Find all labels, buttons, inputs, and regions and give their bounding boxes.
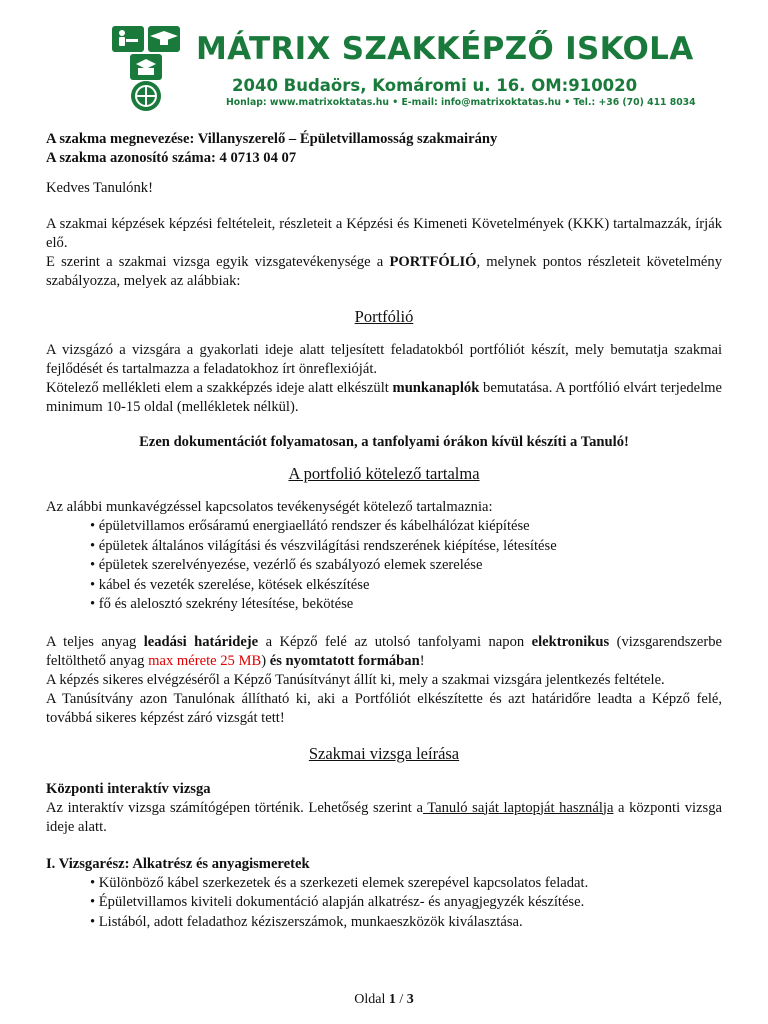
certificate-paragraph: A képzés sikeres elvégzéséről a Képző Tanúsítványt állít ki, mely a szakmai vizsgára jelentkezés feltétele. <box>46 671 665 688</box>
exam-part-1-title: I. Vizsgarész: Alkatrész és anyagismeretek <box>46 855 310 872</box>
portfolio-keyword: PORTFÓLIÓ <box>389 254 477 270</box>
list-item: • Listából, adott feladathoz kéziszerszámok, munkaeszközök kiválasztása. <box>90 913 722 933</box>
central-exam-title: Központi interaktív vizsga <box>46 780 211 797</box>
school-logo-icon <box>108 24 186 112</box>
list-item: • épületvillamos erősáramú energiaellátó rendszer és kábelhálózat kiépítése <box>90 517 722 537</box>
page-current: 1 <box>388 992 396 1007</box>
document-body <box>46 130 722 932</box>
central-exam-paragraph: Az interaktív vizsga számítógépen történik. Lehetőség szerint a Tanuló saját laptopját használja a központi vizsga ideje alatt. <box>46 799 723 835</box>
page-total: 3 <box>406 992 414 1007</box>
school-contact: Honlap: www.matrixoktatas.hu • E-mail: info@matrixoktatas.hu • Tel.: +36 (70) 411 8034 <box>226 97 696 108</box>
page-footer <box>0 990 768 1009</box>
max-size-note: max mérete 25 MB <box>148 652 262 669</box>
laptop-note: Tanuló saját laptopját használja <box>422 799 614 816</box>
portfolio-intro-paragraph: E szerint a szakmai vizsga egyik vizsgatevékenysége a PORTFÓLIÓ, melynek pontos részleteit követelmény szabályozza, melyek az alábbiak: <box>46 254 722 289</box>
greeting: Kedves Tanulónk! <box>46 180 153 196</box>
list-item: • épületek szerelvényezése, vezérlő és szabályozó elemek szerelése <box>90 556 722 576</box>
deadline-paragraph: A teljes anyag leadási határideje a Képző felé az utolsó tanfolyami napon elektronikus (vizsgarendszerbe feltölthető anyag max mérete 25 MB) és nyomtatott formában! <box>46 633 722 669</box>
intro-paragraph: A szakmai képzések képzési feltételeit, részleteit a Képzési és Kimeneti Követelmények (KKK) tartalmazzák, írják elő. <box>46 216 722 251</box>
contents-heading: A portfolió kötelező tartalma <box>288 464 480 483</box>
documentation-notice: Ezen dokumentációt folyamatosan, a tanfolyami órákon kívül készíti a Tanuló! <box>139 434 629 450</box>
list-item: • Épületvillamos kiviteli dokumentáció alapján alkatrész- és anyagjegyzék készítése. <box>90 893 722 913</box>
profession-code: A szakma azonosító száma: 4 0713 04 07 <box>46 150 297 166</box>
school-header <box>108 24 696 114</box>
contents-list <box>46 517 722 615</box>
portfolio-description: A vizsgázó a vizsgára a gyakorlati ideje alatt teljesített feladatokból portfóliót készít, mely bemutatja szakmai fejlődését és tartalmazza a feladatokhoz írt önreflexióját. <box>46 342 722 377</box>
exam-part-1-list <box>46 874 722 933</box>
worklog-keyword: munkanaplók <box>392 380 480 396</box>
list-item: • Különböző kábel szerkezetek és a szerkezeti elemek szerepével kapcsolatos feladat. <box>90 874 722 894</box>
contents-lead: Az alábbi munkavégzéssel kapcsolatos tevékenységét kötelező tartalmaznia: <box>46 499 493 515</box>
exam-heading: Szakmai vizsga leírása <box>308 743 460 763</box>
certificate-condition-paragraph: A Tanúsítvány azon Tanulónak állítható ki, aki a Portfóliót elkészítette és azt határidőre leadta a Képző felé, továbbá sikeres képzést záró vizsgát tett! <box>46 690 722 726</box>
page-label: Oldal <box>354 992 386 1007</box>
list-item: • épületek általános világítási és vészvilágítási rendszerének kiépítése, létesítése <box>90 537 722 557</box>
school-address: 2040 Budaörs, Komáromi u. 16. OM:910020 <box>232 76 638 95</box>
list-item: • fő és alelosztó szekrény létesítése, bekötése <box>90 595 722 615</box>
profession-name: A szakma megnevezése: Villanyszerelő – Épületvillamosság szakmairány <box>46 131 498 147</box>
list-item: • kábel és vezeték szerelése, kötések elkészítése <box>90 576 722 596</box>
page-separator: / <box>399 992 404 1007</box>
school-name: MÁTRIX SZAKKÉPZŐ ISKOLA <box>196 31 694 67</box>
portfolio-attachment-paragraph: Kötelező mellékleti elem a szakképzés ideje alatt elkészült munkanaplók bemutatása. A portfólió elvárt terjedelme minimum 10-15 oldal (mellékletek nélkül). <box>46 380 722 415</box>
portfolio-heading: Portfólió <box>354 307 414 326</box>
